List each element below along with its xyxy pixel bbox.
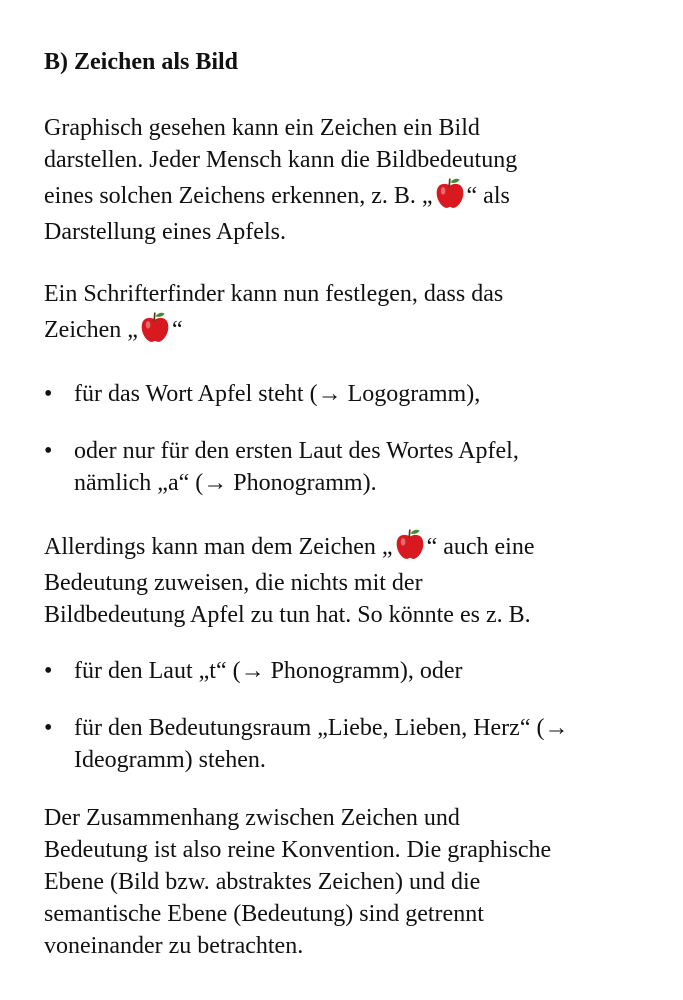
- paragraph-line: Graphisch gesehen kann ein Zeichen ein Bild: [44, 115, 480, 141]
- paragraph-line: [44, 527, 535, 567]
- list-line: für das Wort Apfel steht (→ Logogramm),: [74, 381, 481, 407]
- list-line: oder nur für den ersten Laut des Wortes Apfel,: [74, 438, 519, 464]
- text-run: “ als: [466, 183, 510, 209]
- paragraph-line: Bildbedeutung Apfel zu tun hat. So könnte es z. B.: [44, 602, 531, 628]
- paragraph-line: [44, 310, 503, 350]
- paragraph-1: [44, 112, 517, 248]
- paragraph-line: Ebene (Bild bzw. abstraktes Zeichen) und die: [44, 869, 481, 895]
- list-line: nämlich „a“ (→ Phonogramm).: [74, 470, 377, 496]
- apple-icon: [138, 310, 172, 344]
- section-heading: B) Zeichen als Bild: [44, 49, 239, 75]
- text-run: Allerdings kann man dem Zeichen „: [44, 534, 393, 560]
- text-run: eines solchen Zeichens erkennen, z. B. „: [44, 183, 433, 209]
- bullet-marker: •: [44, 715, 53, 741]
- paragraph-4: [44, 802, 551, 962]
- paragraph-2: [44, 278, 503, 350]
- paragraph-line: Bedeutung ist also reine Konvention. Die graphische: [44, 837, 552, 863]
- paragraph-line: [44, 176, 517, 216]
- list-line: für den Laut „t“ (→ Phonogramm), oder: [74, 658, 463, 684]
- paragraph-line: Der Zusammenhang zwischen Zeichen und: [44, 805, 460, 831]
- bullet-marker: •: [44, 438, 53, 464]
- list-line: für den Bedeutungsraum „Liebe, Lieben, Herz“ (→: [74, 715, 569, 741]
- list-item-text: [74, 712, 644, 776]
- paragraph-line: semantische Ebene (Bedeutung) sind getrennt: [44, 901, 484, 927]
- paragraph-line: voneinander zu betrachten.: [44, 933, 304, 959]
- paragraph-line: Darstellung eines Apfels.: [44, 219, 286, 245]
- apple-icon: [393, 527, 427, 561]
- list-item-text: [74, 655, 644, 687]
- paragraph-3: [44, 527, 535, 631]
- paragraph-line: Ein Schrifterfinder kann nun festlegen, dass das: [44, 281, 504, 307]
- apple-icon: [433, 176, 467, 210]
- text-run: Zeichen „: [44, 317, 138, 343]
- bullet-marker: •: [44, 381, 53, 407]
- list-item-text: [74, 435, 644, 499]
- text-run: “: [171, 317, 183, 343]
- paragraph-line: darstellen. Jeder Mensch kann die Bildbedeutung: [44, 147, 518, 173]
- list-line: Ideogramm) stehen.: [74, 747, 266, 773]
- paragraph-line: Bedeutung zuweisen, die nichts mit der: [44, 570, 423, 596]
- text-run: “ auch eine: [426, 534, 535, 560]
- bullet-marker: •: [44, 658, 53, 684]
- list-item-text: [74, 378, 644, 410]
